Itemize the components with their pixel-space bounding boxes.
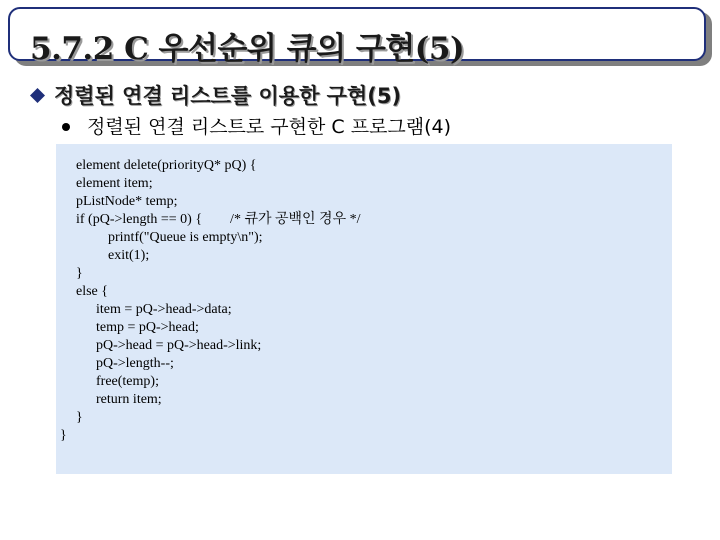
code-line: exit(1); [108, 248, 150, 263]
code-line: } [76, 266, 83, 281]
code-line: if (pQ->length == 0) { /* 큐가 공백인 경우 */ [76, 212, 361, 227]
code-line: pListNode* temp; [76, 194, 178, 209]
dot-bullet-icon [62, 123, 70, 131]
bullet-heading: 정렬된 연결 리스트를 이용한 구현(5) [54, 84, 402, 108]
code-line: pQ->head = pQ->head->link; [96, 338, 262, 353]
code-line: printf("Queue is empty\n"); [108, 230, 263, 245]
code-line: free(temp); [96, 374, 159, 389]
code-line: element item; [76, 176, 153, 191]
title-box [8, 7, 706, 67]
bullet-subheading: 정렬된 연결 리스트로 구현한 C 프로그램(4) [87, 116, 452, 138]
code-block [56, 144, 672, 474]
diamond-bullet-icon [30, 88, 45, 103]
code-line: temp = pQ->head; [96, 320, 199, 335]
code-line: pQ->length--; [96, 356, 174, 371]
code-line: element delete(priorityQ* pQ) { [76, 158, 257, 173]
code-line: } [60, 428, 67, 443]
slide-title: 5.7.2 C 우선순위 큐의 구현(5) [30, 31, 465, 67]
code-line: return item; [96, 392, 162, 407]
code-line: else { [76, 284, 108, 299]
code-line: } [76, 410, 83, 425]
code-line: item = pQ->head->data; [96, 302, 232, 317]
